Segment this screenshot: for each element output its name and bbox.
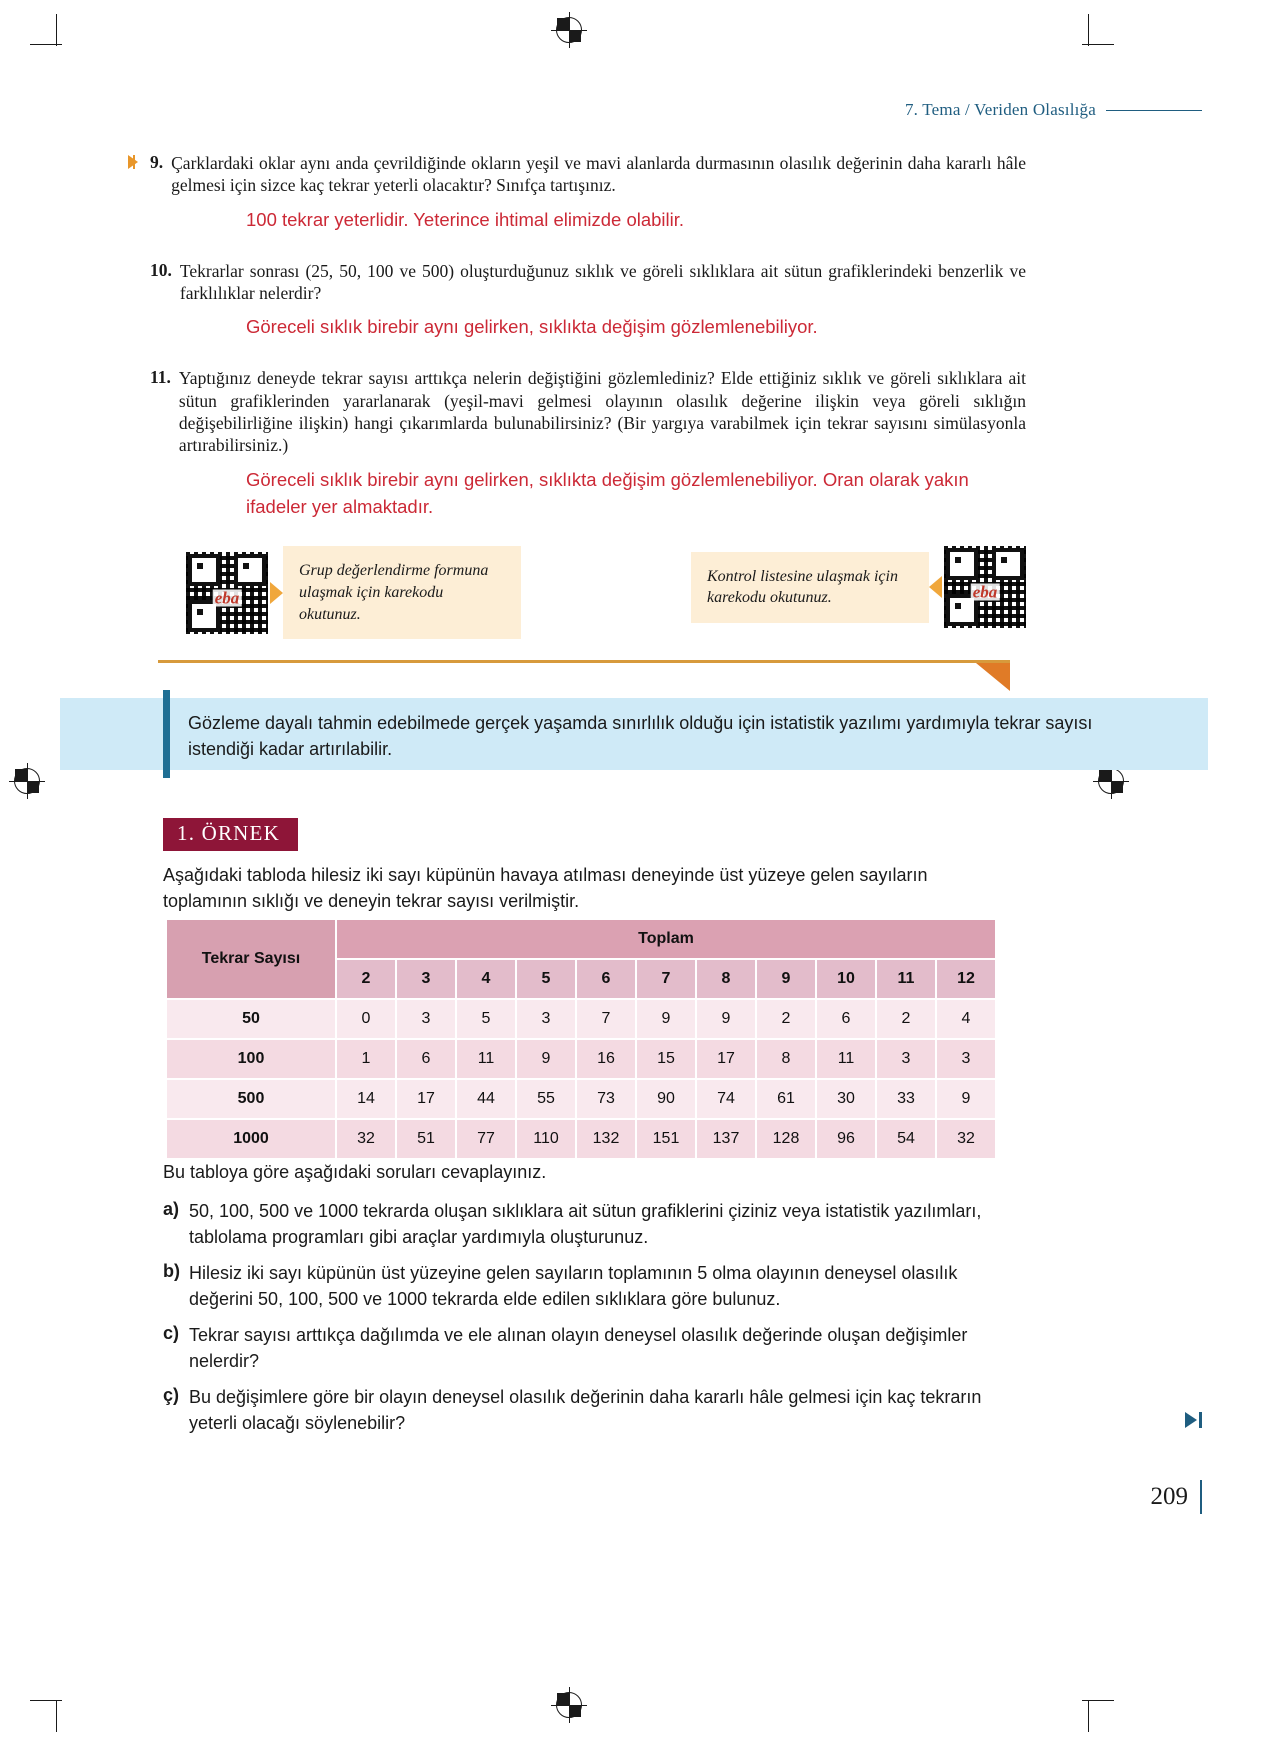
crop-mark-bottom-left-v (56, 1700, 57, 1732)
folio-rule (1200, 1480, 1202, 1514)
table-cell: 11 (817, 1040, 875, 1078)
sub-question-item (163, 1199, 1013, 1250)
table-column-header: 9 (757, 960, 815, 998)
example-heading: 1. ÖRNEK (163, 818, 298, 851)
table-cell: 9 (697, 1000, 755, 1038)
page-number: 209 (1150, 1483, 1188, 1510)
question-marker-icon (128, 152, 150, 174)
example-intro-text: Aşağıdaki tabloda hilesiz iki sayı küpünün havaya atılması deneyinde üst yüzeye gelen sayıların toplamının sıklığı ve deneyin tekrar sayısı verilmiştir. (163, 865, 928, 912)
table-cell: 30 (817, 1080, 875, 1118)
table-cell: 44 (457, 1080, 515, 1118)
table-cell: 0 (337, 1000, 395, 1038)
table-column-header: 3 (397, 960, 455, 998)
registration-mark-right (1098, 768, 1124, 794)
table-cell: 54 (877, 1120, 935, 1158)
table-row-label: 1000 (167, 1120, 335, 1158)
page-folio (1151, 1480, 1203, 1514)
eba-logo: eba (214, 588, 240, 608)
qr-callout-group-evaluation[interactable] (186, 546, 521, 639)
question-11-text: Yaptığınız deneyde tekrar sayısı arttıkça nelerin değiştiğini gözlemlediniz? Elde ettiğiniz sıklık ve göreli sıklıklara ait sütun grafiklerinden yararlanarak (yeşil-mavi gelmesi olayının olasılık değerine ilişkin veya göreli sıklığın değişebilirliğine ilişkin) hangi çıkarımlarda bulunabilirsiniz? (Bir yargıya varabilmek için tekrar sayısını simülasyonla artırabilirsiniz.) (178, 368, 1026, 456)
table-cell: 73 (577, 1080, 635, 1118)
table-cell: 33 (877, 1080, 935, 1118)
table-column-header: 6 (577, 960, 635, 998)
next-page-marker-icon (1185, 1412, 1202, 1428)
question-11 (128, 367, 1026, 457)
sub-question-item (163, 1323, 1013, 1374)
table-row-label: 500 (167, 1080, 335, 1118)
table-cell: 9 (637, 1000, 695, 1038)
question-9 (128, 152, 1026, 197)
table-cell: 90 (637, 1080, 695, 1118)
table-cell: 51 (397, 1120, 455, 1158)
crop-mark-top-left-v (56, 14, 57, 46)
info-box (60, 698, 1208, 770)
table-header-row-group (167, 920, 995, 958)
table-cell: 74 (697, 1080, 755, 1118)
table-cell: 15 (637, 1040, 695, 1078)
table-cell: 2 (757, 1000, 815, 1038)
table-group-header: Toplam (337, 920, 995, 958)
question-10-text: Tekrarlar sonrası (25, 50, 100 ve 500) oluşturduğunuz sıklık ve göreli sıklıklara ait sütun grafiklerindeki benzerlik ve farklılıklar nelerdir? (179, 260, 1026, 303)
frequency-table-wrapper (165, 918, 997, 1160)
sub-question-list (163, 1199, 1013, 1436)
qr-callout-row (186, 546, 1026, 638)
table-cell: 3 (877, 1040, 935, 1078)
qr-code-icon[interactable] (186, 552, 268, 634)
table-cell: 2 (877, 1000, 935, 1038)
table-row (167, 1120, 995, 1158)
sub-question-text: Tekrar sayısı arttıkça dağılımda ve ele alınan olayın deneysel olasılık değerinde oluşan değişimler nelerdir? (189, 1325, 968, 1371)
table-column-header: 7 (637, 960, 695, 998)
table-cell: 132 (577, 1120, 635, 1158)
running-head (905, 100, 1202, 120)
sub-question-text: 50, 100, 500 ve 1000 tekrarda oluşan sıklıklara ait sütun grafiklerini çiziniz veya istatistik yazılımları, tablolama programları gibi araçlar yardımıyla oluşturunuz. (189, 1201, 982, 1247)
table-column-header: 8 (697, 960, 755, 998)
table-cell: 6 (817, 1000, 875, 1038)
table-prompt-text: Bu tabloya göre aşağıdaki soruları cevaplayınız. (163, 1162, 547, 1182)
main-content (128, 152, 1026, 690)
table-cell: 8 (757, 1040, 815, 1078)
table-row (167, 1040, 995, 1078)
crop-mark-bottom-left-h (30, 1700, 62, 1701)
answer-10: Göreceli sıklık birebir aynı gelirken, sıklıkta değişim gözlemlenebiliyor. (246, 316, 818, 338)
qr-code-icon-right[interactable] (944, 546, 1026, 628)
info-box-text: Gözleme dayalı tahmin edebilmede gerçek yaşamda sınırlılık olduğu için istatistik yazılımı yardımıyla tekrar sayısı istendiği kadar artırılabilir. (188, 713, 1093, 760)
sub-question-label: a) (163, 1199, 180, 1220)
table-cell: 11 (457, 1040, 515, 1078)
table-cell: 61 (757, 1080, 815, 1118)
table-cell: 32 (937, 1120, 995, 1158)
table-cell: 77 (457, 1120, 515, 1158)
table-column-header: 2 (337, 960, 395, 998)
table-row (167, 1080, 995, 1118)
table-cell: 5 (457, 1000, 515, 1038)
sub-question-item (163, 1385, 1013, 1436)
table-cell: 3 (517, 1000, 575, 1038)
crop-mark-bottom-right-h (1082, 1700, 1114, 1701)
table-cell: 17 (397, 1080, 455, 1118)
question-10-number: 10. (150, 259, 172, 280)
table-cell: 17 (697, 1040, 755, 1078)
section-divider (158, 660, 1010, 690)
sub-question-text: Bu değişimlere göre bir olayın deneysel olasılık değerinin daha kararlı hâle gelmesi için kaç tekrarın yeterli olacağı söylenebilir? (189, 1387, 982, 1434)
table-cell: 128 (757, 1120, 815, 1158)
sub-question-label: c) (163, 1323, 180, 1344)
running-head-rule (1106, 110, 1202, 111)
sub-question-text: Hilesiz iki sayı küpünün üst yüzeyine gelen sayıların toplamının 5 olma olayının deneysel olasılık değerini 50, 100, 500 ve 1000 tekrarda elde edilen sıklıklara göre bulunuz. (189, 1263, 958, 1309)
table-column-header: 10 (817, 960, 875, 998)
question-9-text: Çarklardaki oklar aynı anda çevrildiğinde okların yeşil ve mavi alanlarda durmasının olasılık değerinin daha kararlı hâle gelmesi için sizce kaç tekrar yeterli olacaktır? Sınıfça tartışınız. (171, 153, 1026, 196)
table-row (167, 1000, 995, 1038)
qr-callout-checklist[interactable] (691, 546, 1026, 628)
table-cell: 7 (577, 1000, 635, 1038)
table-cell: 96 (817, 1120, 875, 1158)
table-cell: 6 (397, 1040, 455, 1078)
question-11-number: 11. (150, 367, 171, 388)
answer-11: Göreceli sıklık birebir aynı gelirken, sıklıkta değişim gözlemlenebiliyor. Oran olarak yakın ifadeler yer almaktadır. (246, 468, 969, 517)
table-cell: 32 (337, 1120, 395, 1158)
table-cell: 3 (937, 1040, 995, 1078)
info-box-accent-bar (163, 690, 170, 778)
running-head-text: 7. Tema / Veriden Olasılığa (904, 100, 1096, 119)
table-row-label: 50 (167, 1000, 335, 1038)
sub-question-label: ç) (163, 1385, 180, 1406)
registration-mark-left (14, 768, 40, 794)
crop-mark-top-left-h (30, 44, 62, 45)
frequency-table (165, 918, 997, 1160)
divider-line (158, 660, 1010, 663)
table-cell: 14 (337, 1080, 395, 1118)
crop-mark-bottom-right-v (1088, 1700, 1089, 1732)
table-cell: 9 (937, 1080, 995, 1118)
table-cell: 9 (517, 1040, 575, 1078)
table-cell: 3 (397, 1000, 455, 1038)
table-head (167, 920, 995, 998)
table-cell: 1 (337, 1040, 395, 1078)
table-cell: 137 (697, 1120, 755, 1158)
registration-mark-bottom (556, 1692, 582, 1718)
callout-arrow-icon-right (929, 576, 942, 598)
sub-question-item (163, 1261, 1013, 1312)
after-table-section (163, 1160, 1013, 1448)
table-cell: 151 (637, 1120, 695, 1158)
table-cell: 110 (517, 1120, 575, 1158)
table-column-header: 12 (937, 960, 995, 998)
table-row-label: 100 (167, 1040, 335, 1078)
divider-corner-tab (976, 663, 1010, 691)
question-10 (128, 260, 1026, 305)
table-column-header: 4 (457, 960, 515, 998)
crop-mark-top-right-v (1088, 14, 1089, 46)
qr-callout-text-left: Grup değerlendirme formuna ulaşmak için karekodu okutunuz. (283, 546, 521, 639)
eba-logo-right: eba (972, 582, 998, 602)
crop-mark-top-right-h (1082, 44, 1114, 45)
table-cell: 16 (577, 1040, 635, 1078)
table-corner-header: Tekrar Sayısı (167, 920, 335, 998)
table-body (167, 1000, 995, 1158)
callout-arrow-icon (270, 582, 283, 604)
registration-mark-top (556, 17, 582, 43)
table-cell: 55 (517, 1080, 575, 1118)
sub-question-label: b) (163, 1261, 180, 1282)
answer-9: 100 tekrar yeterlidir. Yeterince ihtimal elimizde olabilir. (246, 208, 685, 230)
qr-callout-text-right: Kontrol listesine ulaşmak için karekodu okutunuz. (691, 552, 929, 623)
question-9-number: 9. (150, 152, 164, 172)
table-column-header: 11 (877, 960, 935, 998)
table-cell: 4 (937, 1000, 995, 1038)
table-column-header: 5 (517, 960, 575, 998)
